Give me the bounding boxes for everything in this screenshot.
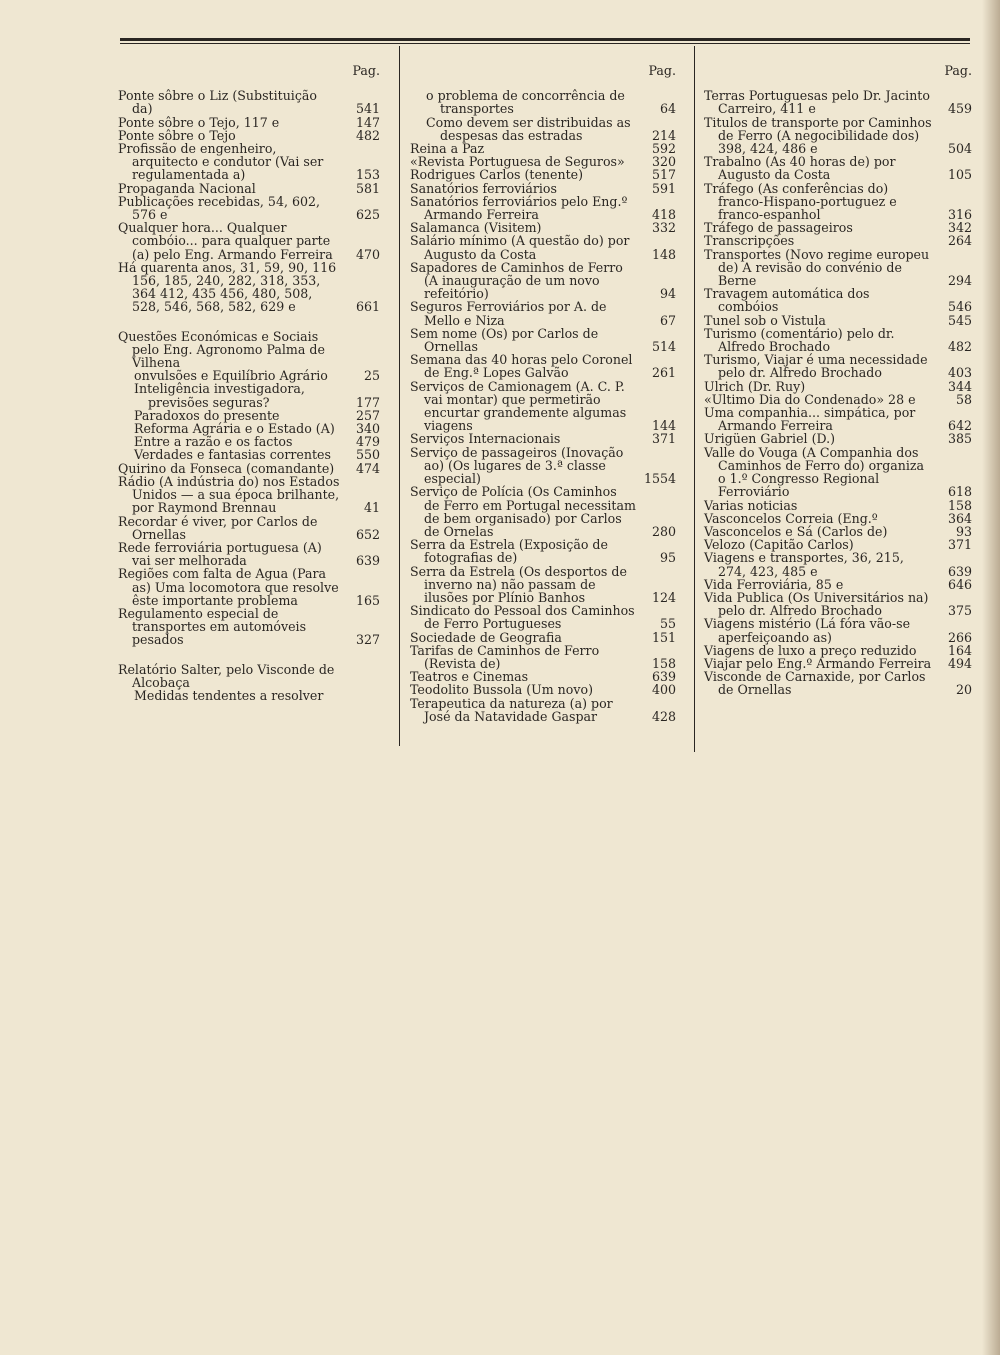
index-entry xyxy=(118,689,380,702)
entry-title: Viajar pelo Eng.º Armando Ferreira xyxy=(704,655,932,671)
entry-title: Serviços Internacionais xyxy=(410,431,561,447)
entry-page-number: 371 xyxy=(651,431,676,447)
entry-title: o problema de concorrência de transportes xyxy=(426,88,625,117)
entry-page-number: 642 xyxy=(947,418,972,434)
page-edge-shadow xyxy=(982,0,1000,1355)
entry-title: Sapadores de Caminhos de Ferro (A inauguração de um novo refeitório) xyxy=(410,259,623,302)
entry-page-number: 294 xyxy=(947,273,972,289)
entry-page-number: 332 xyxy=(651,220,676,236)
entry-page-number: 327 xyxy=(355,632,380,648)
entry-title: Publicações recebidas, 54, 602, 576 e xyxy=(118,193,320,223)
index-entry xyxy=(704,116,972,156)
entry-page-number: 581 xyxy=(355,180,380,196)
index-entry xyxy=(704,234,972,247)
entry-page-number: 151 xyxy=(651,629,676,645)
entry-title: «Ultimo Dia do Condenado» 28 e xyxy=(704,391,916,407)
index-entry xyxy=(118,261,380,314)
entry-page-number: 482 xyxy=(947,339,972,355)
entry-page-number: 591 xyxy=(651,180,676,196)
index-entry xyxy=(410,565,676,605)
index-entry xyxy=(704,182,972,222)
entry-page-number: 64 xyxy=(659,101,676,117)
entry-title: Seguros Ferroviários por A. de Mello e Niza xyxy=(410,299,607,328)
entry-page-number: 494 xyxy=(947,655,972,671)
entry-title: Sociedade de Geografia xyxy=(410,629,562,645)
index-entry xyxy=(704,314,972,327)
entry-page-number: 1554 xyxy=(643,471,676,487)
entry-title: Urigüen Gabriel (D.) xyxy=(704,431,836,447)
entry-title: Sindicato do Pessoal dos Caminhos de Ferro Portugueses xyxy=(410,603,635,632)
top-rule-thin xyxy=(120,43,970,44)
index-entry xyxy=(118,382,380,408)
entry-title: Ponte sôbre o Liz (Substituição da) xyxy=(118,88,317,117)
entry-title: Teatros e Cinemas xyxy=(410,669,529,685)
entry-page-number: 514 xyxy=(651,339,676,355)
entry-title: Vasconcelos e Sá (Carlos de) xyxy=(704,523,888,539)
entry-title: Rádio (A indústria do) nos Estados Unidos — a sua época brilhante, por Raymond Brennau xyxy=(118,473,340,516)
index-entry xyxy=(704,406,972,432)
entry-title: Paradoxos do presente xyxy=(134,407,280,423)
entry-title: Quirino da Fonseca (comandante) xyxy=(118,460,335,476)
index-entry xyxy=(410,300,676,326)
entry-page-number: 592 xyxy=(651,141,676,157)
entry-title: Turismo (comentário) pelo dr. Alfredo Brochado xyxy=(704,325,895,355)
entry-page-number: 214 xyxy=(651,127,676,143)
index-entry xyxy=(410,234,676,260)
entry-title: Tarifas de Caminhos de Ferro (Revista de) xyxy=(410,642,600,671)
page-header-label: Pag. xyxy=(648,63,676,78)
entry-page-number: 459 xyxy=(947,101,972,117)
index-entry xyxy=(704,327,972,353)
entry-page-number: 661 xyxy=(355,299,380,315)
entry-page-number: 266 xyxy=(947,629,972,645)
entry-title: Teodolito Bussola (Um novo) xyxy=(410,682,593,698)
index-entry xyxy=(410,327,676,353)
entry-page-number: 541 xyxy=(355,101,380,117)
entry-title: Valle do Vouga (A Companhia dos Caminhos de Ferro do) organiza o 1.º Congresso Regional Ferroviário xyxy=(704,444,925,500)
entry-page-number: 625 xyxy=(355,207,380,223)
entry-page-number: 257 xyxy=(355,407,380,423)
entry-page-number: 41 xyxy=(363,500,380,516)
index-entry xyxy=(704,432,972,445)
entry-page-number: 545 xyxy=(947,312,972,328)
page-header-label: Pag. xyxy=(944,63,972,78)
entry-page-number: 95 xyxy=(659,550,676,566)
entry-page-number: 546 xyxy=(947,299,972,315)
entry-page-number: 428 xyxy=(651,708,676,724)
entry-page-number: 639 xyxy=(651,669,676,685)
entry-page-number: 93 xyxy=(955,523,972,539)
page-header-label: Pag. xyxy=(352,63,380,78)
entry-title: Há quarenta anos, 31, 59, 90, 116 156, 185, 240, 282, 318, 353, 364 412, 435 456, 480, 508, 528, 546, 568, 582, 629 e xyxy=(118,259,337,315)
entry-page-number: 371 xyxy=(947,537,972,553)
entry-title: Questões Económicas e Sociais pelo Eng. Agronomo Palma de Vilhena xyxy=(118,328,325,371)
entry-page-number: 264 xyxy=(947,233,972,249)
index-entry xyxy=(118,515,380,541)
entry-title: Serviços de Camionagem (A. C. P. vai montar) que permetirão encurtar grandemente algumas viagens xyxy=(410,378,627,434)
entry-title: Ponte sôbre o Tejo, 117 e xyxy=(118,114,280,130)
entry-title: Uma companhia... simpática, por Armando Ferreira xyxy=(704,405,916,434)
entry-page-number: 94 xyxy=(659,286,676,302)
entry-title: Profissão de engenheiro, arquitecto e condutor (Vai ser regulamentada a) xyxy=(118,141,324,183)
entry-page-number: 147 xyxy=(355,114,380,130)
index-entry xyxy=(410,261,676,301)
index-entry xyxy=(704,512,972,525)
entry-page-number: 470 xyxy=(355,246,380,262)
entry-page-number: 316 xyxy=(947,207,972,223)
entry-page-number: 618 xyxy=(947,484,972,500)
index-entry xyxy=(704,380,972,393)
entry-title: Serra da Estrela (Os desportos de inverno na) não passam de ilusões por Plínio Banhos xyxy=(410,563,627,605)
entry-title: Velozo (Capitão Carlos) xyxy=(704,537,854,553)
entry-page-number: 375 xyxy=(947,603,972,619)
column-divider xyxy=(694,46,695,752)
index-entry xyxy=(704,591,972,617)
entry-title: Sanatórios ferroviários pelo Eng.º Armando Ferreira xyxy=(410,193,628,223)
index-entry xyxy=(704,644,972,657)
entry-title: Travagem automática dos combóios xyxy=(704,286,870,315)
entry-page-number: 280 xyxy=(651,523,676,539)
entry-title: Rede ferroviária portuguesa (A) vai ser melhorada xyxy=(118,539,322,569)
index-entry xyxy=(410,446,676,486)
index-entry xyxy=(410,697,676,723)
entry-title: Terras Portuguesas pelo Dr. Jacinto Carreiro, 411 e xyxy=(704,88,930,117)
entry-page-number: 67 xyxy=(659,312,676,328)
entry-page-number: 320 xyxy=(651,154,676,170)
index-entry xyxy=(410,353,676,379)
index-entry xyxy=(704,578,972,591)
entry-title: Vasconcelos Correia (Eng.º xyxy=(704,510,878,526)
entry-page-number: 148 xyxy=(651,246,676,262)
entry-title: Ponte sôbre o Tejo xyxy=(118,127,236,143)
entry-page-number: 158 xyxy=(651,655,676,671)
index-entry xyxy=(410,195,676,221)
index-entry xyxy=(118,448,380,461)
entry-title: Viagens mistério (Lá fóra vão-se aperfeiçoando as) xyxy=(704,616,911,645)
index-entry xyxy=(704,670,972,696)
entry-title: Verdades e fantasias correntes xyxy=(134,447,331,463)
index-entry xyxy=(118,607,380,647)
index-entry xyxy=(410,432,676,445)
entry-title: Reforma Agrária e o Estado (A) xyxy=(134,421,335,437)
index-entry xyxy=(704,499,972,512)
entry-page-number: 158 xyxy=(947,497,972,513)
index-entry xyxy=(118,663,380,689)
index-entry xyxy=(704,89,972,115)
index-column-1 xyxy=(118,64,380,702)
entry-page-number: 344 xyxy=(947,378,972,394)
entry-title: Propaganda Nacional xyxy=(118,180,256,196)
entry-page-number: 474 xyxy=(355,460,380,476)
index-column-3 xyxy=(704,64,972,697)
index-entry xyxy=(704,446,972,499)
entry-title: Recordar é viver, por Carlos de Ornellas xyxy=(118,513,318,542)
entry-page-number: 20 xyxy=(955,682,972,698)
entry-page-number: 58 xyxy=(955,391,972,407)
section-gap xyxy=(118,314,380,330)
index-entry xyxy=(704,353,972,379)
entry-title: Como devem ser distribuidas as despesas das estradas xyxy=(426,114,631,143)
entry-page-number: 479 xyxy=(355,434,380,450)
entry-title: Viagens de luxo a preço reduzido xyxy=(704,642,917,658)
index-entry xyxy=(410,631,676,644)
index-entry xyxy=(704,617,972,643)
entry-page-number: 418 xyxy=(651,207,676,223)
index-entry xyxy=(410,182,676,195)
entry-page-number: 504 xyxy=(947,141,972,157)
entry-page-number: 385 xyxy=(947,431,972,447)
entry-page-number: 25 xyxy=(363,368,380,384)
entry-title: Viagens e transportes, 36, 215, 274, 423, 485 e xyxy=(704,550,904,579)
entry-title: Titulos de transporte por Caminhos de Ferro (A negocibilidade dos) 398, 424, 486 e xyxy=(704,114,932,157)
entry-title: Semana das 40 horas pelo Coronel de Eng.ª Lopes Galvão xyxy=(410,352,633,381)
index-entry xyxy=(410,485,676,538)
entry-title: Salamanca (Visitem) xyxy=(410,220,542,236)
entry-title: Varias noticias xyxy=(704,497,798,513)
index-entry xyxy=(704,155,972,181)
entry-page-number: 144 xyxy=(651,418,676,434)
entry-title: Regulamento especial de transportes em automóveis pesados xyxy=(118,605,307,648)
entry-title: Serviço de Polícia (Os Caminhos de Ferro em Portugal necessitam de bem organisado) por Carlos de Ornelas xyxy=(410,484,636,539)
entry-page-number: 340 xyxy=(355,421,380,437)
top-rule xyxy=(120,38,970,41)
index-entry xyxy=(118,182,380,195)
entry-title: Inteligência investigadora, previsões seguras? xyxy=(134,381,305,410)
index-entry xyxy=(410,683,676,696)
entry-title: Reina a Paz xyxy=(410,141,485,157)
index-entry xyxy=(410,538,676,564)
index-entry xyxy=(118,462,380,475)
index-entry xyxy=(118,330,380,370)
entry-title: Medidas tendentes a resolver xyxy=(134,687,324,703)
index-entry xyxy=(118,89,380,115)
index-entry xyxy=(704,551,972,577)
entry-title: Tráfego de passageiros xyxy=(704,220,853,236)
index-entry xyxy=(118,541,380,567)
index-entry xyxy=(118,195,380,221)
entry-page-number: 400 xyxy=(651,682,676,698)
entry-page-number: 517 xyxy=(651,167,676,183)
entry-page-number: 153 xyxy=(355,167,380,183)
entry-title: onvulsões e Equilíbrio Agrário xyxy=(134,368,328,384)
entry-page-number: 639 xyxy=(947,563,972,579)
entry-title: Trabalno (As 40 horas de) por Augusto da Costa xyxy=(704,154,896,183)
section-gap xyxy=(118,647,380,663)
entry-page-number: 177 xyxy=(355,394,380,410)
entry-title: Serra da Estrela (Exposição de fotografias de) xyxy=(410,537,608,566)
entry-title: Sanatórios ferroviários xyxy=(410,180,557,196)
entry-title: Transcripções xyxy=(704,233,795,249)
entry-title: Salário mínimo (A questão do) por Augusto da Costa xyxy=(410,233,630,262)
entry-title: Terapeutica da natureza (a) por José da Natavidade Gaspar xyxy=(410,695,613,724)
entry-page-number: 652 xyxy=(355,526,380,542)
index-entry xyxy=(704,248,972,288)
index-entry xyxy=(118,116,380,129)
index-entry xyxy=(410,116,676,142)
entry-page-number: 342 xyxy=(947,220,972,236)
entry-title: Rodrigues Carlos (tenente) xyxy=(410,167,584,183)
entry-page-number: 55 xyxy=(659,616,676,632)
entry-title: Vida Ferroviária, 85 e xyxy=(704,576,844,592)
entry-title: Regiões com falta de Agua (Para as) Uma locomotora que resolve êste importante problema xyxy=(118,566,339,608)
index-entry xyxy=(410,89,676,115)
entry-title: Entre a razão e os factos xyxy=(134,434,293,450)
entry-page-number: 639 xyxy=(355,553,380,569)
entry-title: Tunel sob o Vistula xyxy=(704,312,826,328)
entry-page-number: 165 xyxy=(355,592,380,608)
entry-page-number: 124 xyxy=(651,589,676,605)
index-entry xyxy=(118,142,380,182)
index-entry xyxy=(118,475,380,515)
entry-page-number: 550 xyxy=(355,447,380,463)
index-entry xyxy=(410,644,676,670)
entry-page-number: 261 xyxy=(651,365,676,381)
entry-title: Visconde de Carnaxide, por Carlos de Ornellas xyxy=(704,669,926,698)
entry-page-number: 364 xyxy=(947,510,972,526)
entry-page-number: 646 xyxy=(947,576,972,592)
entry-page-number: 482 xyxy=(355,127,380,143)
column-divider xyxy=(399,46,400,746)
index-entry xyxy=(118,221,380,261)
entry-page-number: 164 xyxy=(947,642,972,658)
entry-title: Ulrich (Dr. Ruy) xyxy=(704,378,806,394)
index-column-2 xyxy=(410,64,676,723)
entry-title: Turismo, Viajar é uma necessidade pelo dr. Alfredo Brochado xyxy=(704,352,928,381)
entry-title: Vida Publica (Os Universitários na) pelo dr. Alfredo Brochado xyxy=(704,589,929,619)
index-entry xyxy=(118,567,380,607)
entry-title: Relatório Salter, pelo Visconde de Alcobaça xyxy=(118,661,335,690)
index-entry xyxy=(410,380,676,433)
entry-title: Serviço de passageiros (Inovação ao) (Os lugares de 3.ª classe especial) xyxy=(410,444,624,487)
entry-title: Tráfego (As conferências do) franco-Hispano-portuguez e franco-espanhol xyxy=(704,180,897,223)
entry-title: Transportes (Novo regime europeu de) A revisão do convénio de Berne xyxy=(704,246,930,289)
index-entry xyxy=(704,287,972,313)
index-entry xyxy=(410,168,676,181)
entry-page-number: 105 xyxy=(947,167,972,183)
entry-title: «Revista Portuguesa de Seguros» xyxy=(410,154,625,170)
entry-title: Sem nome (Os) por Carlos de Ornellas xyxy=(410,325,599,355)
entry-title: Qualquer hora... Qualquer combóio... para qualquer parte (a) pelo Eng. Armando Ferreira xyxy=(118,220,333,262)
entry-page-number: 403 xyxy=(947,365,972,381)
index-entry xyxy=(410,604,676,630)
